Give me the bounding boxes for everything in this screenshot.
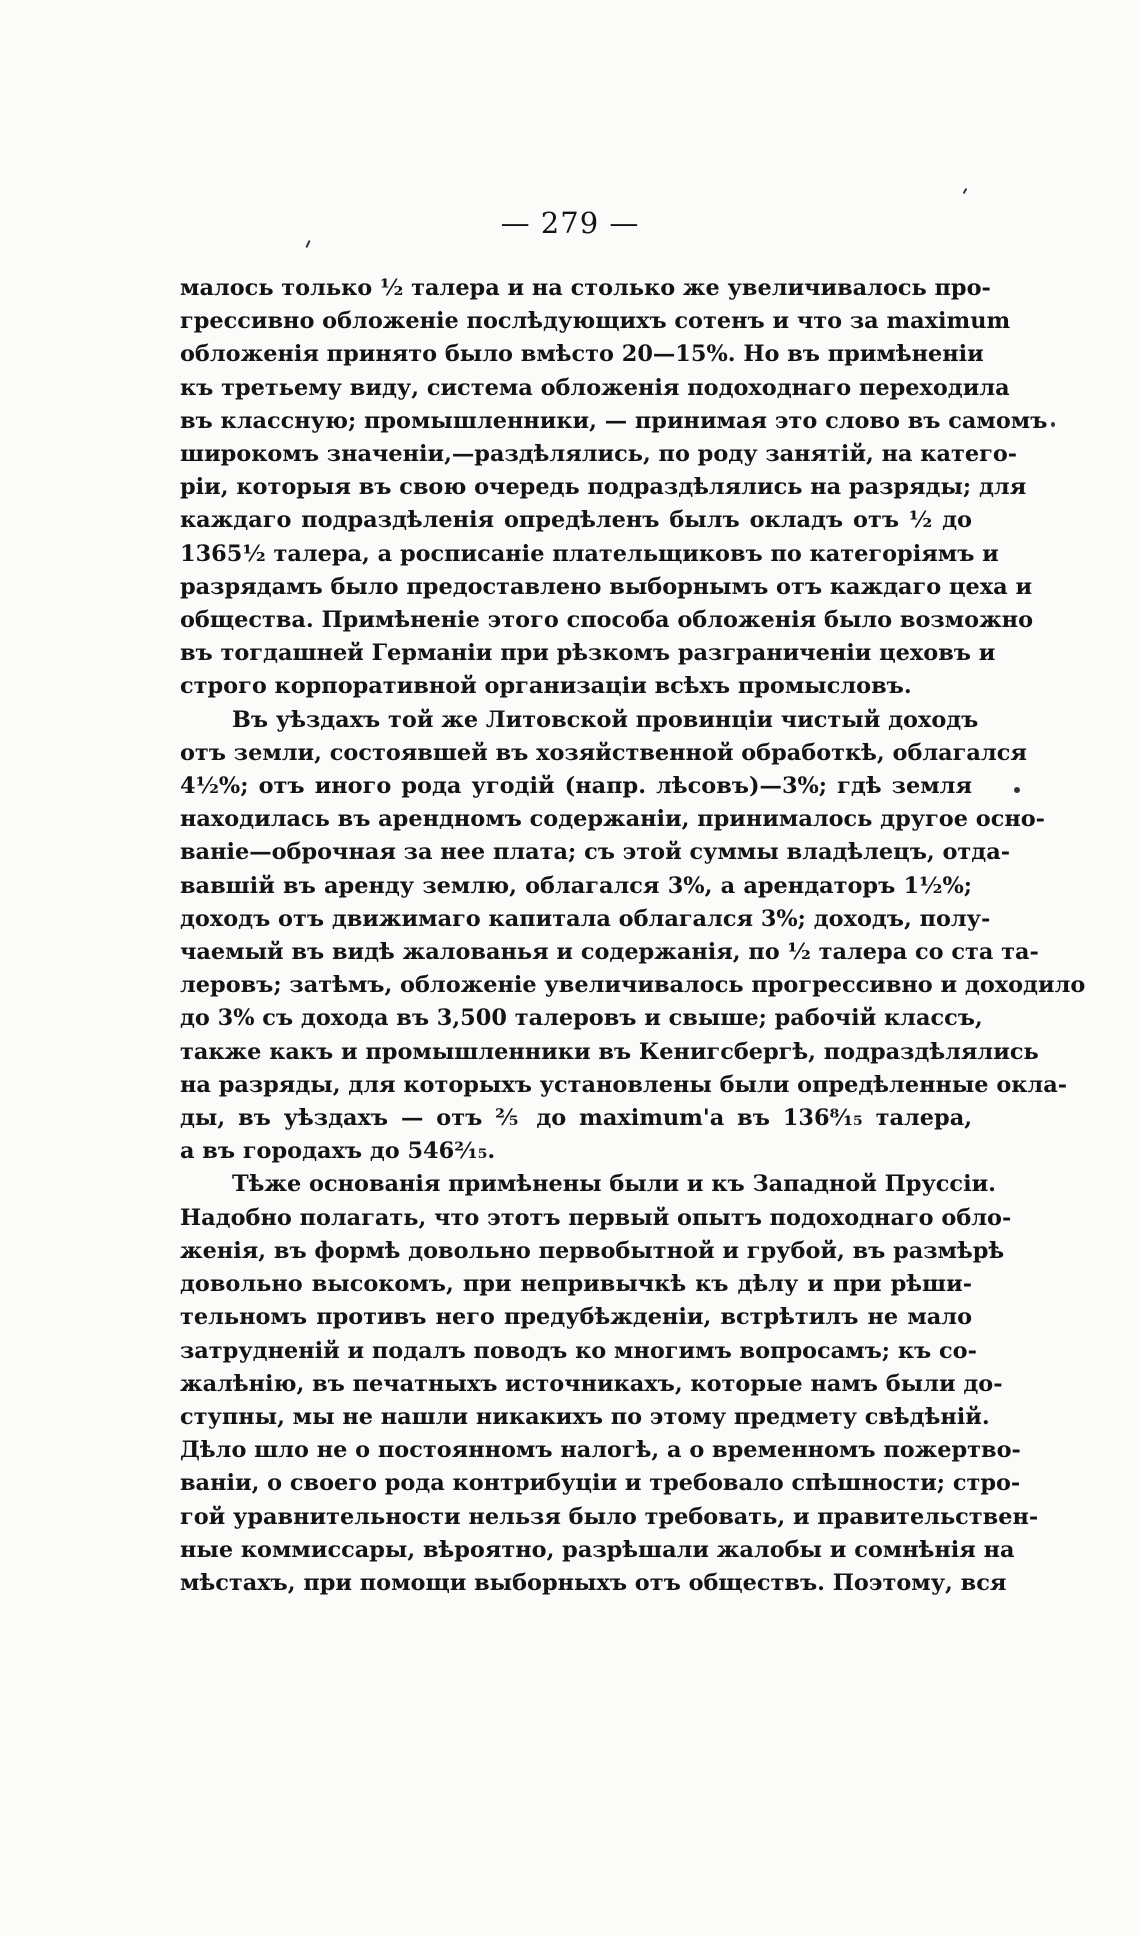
text-line: Въ уѣздахъ той же Литовской провинцiи чистый доходъ (232, 706, 979, 733)
text-line: 1365½ талера, а росписанiе плательщиковъ по категорiямъ и (180, 540, 999, 567)
text-line: до 3% съ дохода въ 3,500 талеровъ и свыше; рабочiй классъ, (180, 1005, 983, 1032)
text-line: къ третьему виду, система обложенiя подоходнаго переходила (180, 374, 1010, 401)
print-speck (1014, 787, 1020, 793)
text-line: ные коммиссары, вѣроятно, разрѣшали жалобы и сомнѣнiя на (180, 1536, 1015, 1563)
text-line: на разряды, для которыхъ установлены были опредѣленные окла- (180, 1071, 1068, 1098)
print-speck (963, 188, 968, 194)
text-line: тельномъ противъ него предубѣжденiи, встрѣтилъ не мало (180, 1304, 972, 1331)
text-line: мѣстахъ, при помощи выборныхъ отъ обществъ. Поэтому, вся (180, 1569, 1007, 1596)
text-line: отъ земли, состоявшей въ хозяйственной обработкѣ, облагался (180, 739, 1027, 766)
text-line: въ классную; промышленники, — принимая это слово въ самомъ (180, 407, 1048, 434)
print-speck (1051, 422, 1055, 427)
paragraph-2 (180, 704, 1086, 1169)
print-speck (305, 240, 310, 248)
text-line: также какъ и промышленники въ Кенигсбергѣ, подраздѣлялись (180, 1038, 1039, 1065)
text-line: женiя, въ формѣ довольно первобытной и грубой, въ размѣрѣ (180, 1237, 1005, 1264)
text-line: находилась въ арендномъ содержанiи, принималось другое осно- (180, 806, 1045, 833)
text-line: широкомъ значенiи,—раздѣлялись, по роду занятiй, на катего- (180, 441, 1018, 468)
text-line: леровъ; затѣмъ, обложенiе увеличивалось прогрессивно и доходило (180, 972, 1086, 999)
text-line: чаемый въ видѣ жалованья и содержанiя, по ½ талера со ста та- (180, 939, 1039, 966)
text-line: разрядамъ было предоставлено выборнымъ отъ каждаго цеха и (180, 573, 1033, 600)
text-line: гой уравнительности нельзя было требовать, и правительствен- (180, 1503, 1039, 1530)
body-text (180, 272, 1086, 1600)
text-line: Надобно полагать, что этотъ первый опытъ подоходнаго обло- (180, 1204, 1012, 1231)
text-line: затрудненiй и подалъ поводъ ко многимъ вопросамъ; къ со- (180, 1337, 977, 1364)
text-line: ванiе—оброчная за нее плата; съ этой суммы владѣлецъ, отда- (180, 839, 1011, 866)
text-line: въ тогдашней Германiи при рѣзкомъ разграниченiи цеховъ и (180, 640, 996, 667)
text-line: ступны, мы не нашли никакихъ по этому предмету свѣдѣнiй. (180, 1403, 990, 1430)
text-line: ванiи, о своего рода контрибуцiи и требовало спѣшности; стро- (180, 1470, 1021, 1497)
text-line: грессивно обложенiе послѣдующихъ сотенъ и что за maximum (180, 308, 1011, 335)
text-line: довольно высокомъ, при непривычкѣ къ дѣлу и при рѣши- (180, 1271, 972, 1298)
text-line: 4½%; отъ иного рода угодiй (напр. лѣсовъ)—3%; гдѣ земля (180, 773, 972, 800)
text-line: обложенiя принято было вмѣсто 20—15%. Но въ примѣненiи (180, 341, 984, 368)
text-line: а въ городахъ до 546²⁄₁₅. (180, 1138, 496, 1165)
text-line: рiи, которыя въ свою очередь подраздѣлялись на разряды; для (180, 474, 1027, 501)
text-line: строго корпоративной организацiи всѣхъ промысловъ. (180, 673, 912, 700)
text-line: жалѣнiю, въ печатныхъ источникахъ, которые намъ были до- (180, 1370, 1003, 1397)
text-line: Тѣже основанiя примѣнены были и къ Западной Пруссiи. (232, 1171, 996, 1198)
text-line: каждаго подраздѣленiя опредѣленъ былъ окладъ отъ ½ до (180, 507, 972, 534)
text-line: доходъ отъ движимаго капитала облагался 3%; доходъ, полу- (180, 905, 991, 932)
text-line: Дѣло шло не о постоянномъ налогѣ, а о временномъ пожертво- (180, 1437, 1021, 1464)
text-line: вавшiй въ аренду землю, облагался 3%, а арендаторъ 1½%; (180, 872, 972, 899)
page-number: — 279 — (500, 206, 640, 240)
paragraph-1 (180, 272, 1048, 704)
text-line: малось только ½ талера и на столько же увеличивалось про- (180, 275, 991, 301)
text-line: ды, въ уѣздахъ — отъ ⅖ до maximum'а въ 136⁸⁄₁₅ талера, (180, 1105, 972, 1132)
text-line: общества. Примѣненiе этого способа обложенiя было возможно (180, 607, 1033, 634)
paragraph-3 (180, 1168, 1039, 1600)
